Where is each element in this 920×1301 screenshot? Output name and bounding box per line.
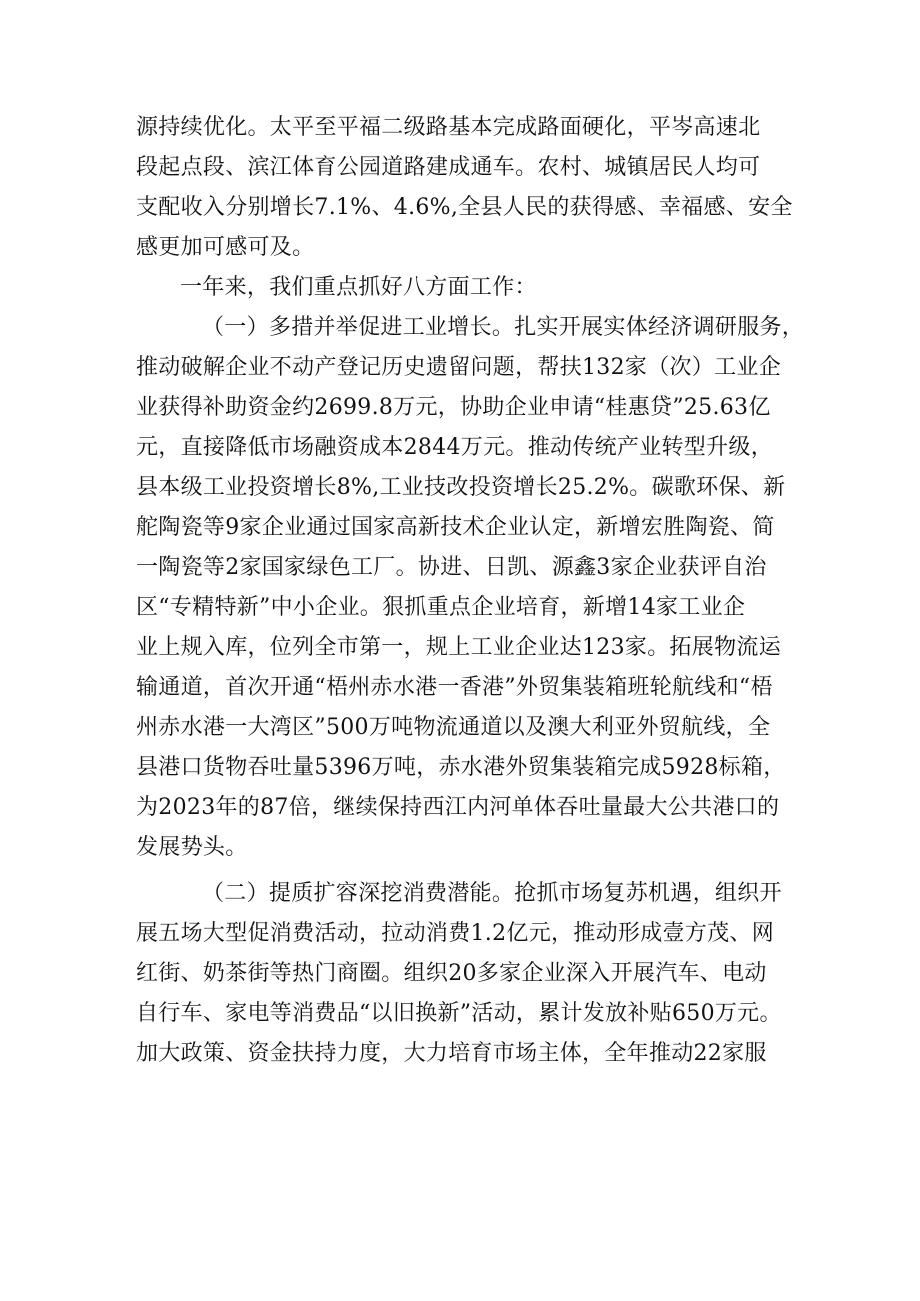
- paragraph-4: [136, 874, 796, 1074]
- text-line: 输通道，首次开通“梧州赤水港一香港”外贸集装箱班轮航线和“梧: [136, 675, 773, 700]
- text-line: 红街、奶茶街等热门商圈。组织20多家企业深入开展汽车、电动: [136, 961, 767, 986]
- text-line: 舵陶瓷等9家企业通过国家高新技术企业认定，新增宏胜陶瓷、简: [136, 515, 775, 540]
- text-line: 源持续优化。太平至平福二级路基本完成路面硬化，平岑高速北: [136, 115, 761, 140]
- text-line: 加大政策、资金扶持力度，大力培育市场主体，全年推动22家服: [136, 1041, 767, 1066]
- text-line: 段起点段、滨江体育公园道路建成通车。农村、城镇居民人均可: [136, 155, 761, 180]
- text-line: 支配收入分别增长7.1%、4.6%,全县人民的获得感、幸福感、安全: [136, 195, 793, 220]
- text-line: （一）多措并举促进工业增长。扎实开展实体经济调研服务，: [202, 315, 805, 340]
- text-line: 一陶瓷等2家国家绿色工厂。协进、日凯、源鑫3家企业获评自治: [136, 555, 767, 580]
- text-line: 一年来，我们重点抓好八方面工作：: [180, 275, 537, 300]
- text-line: 展五场大型促消费活动，拉动消费1.2亿元，推动形成壹方茂、网: [136, 921, 774, 946]
- text-line: 区“专精特新”中小企业。狠抓重点企业培育，新增14家工业企: [136, 595, 746, 620]
- text-line: 业上规入库，位列全市第一，规上工业企业达123家。拓展物流运: [136, 635, 781, 660]
- text-line: 为2023年的87倍，继续保持西江内河单体吞吐量最大公共港口的: [136, 795, 780, 820]
- text-line: 感更加可感可及。: [136, 235, 315, 260]
- paragraph-2: [136, 268, 796, 308]
- text-line: 自行车、家电等消费品“以旧换新”活动，累计发放补贴650万元。: [136, 1001, 782, 1026]
- text-line: 元，直接降低市场融资成本2844万元。推动传统产业转型升级，: [136, 435, 773, 460]
- text-line: 州赤水港一大湾区”500万吨物流通道以及澳大利亚外贸航线，全: [136, 715, 771, 740]
- text-line: 发展势头。: [136, 835, 248, 860]
- document-body: [136, 108, 805, 1074]
- paragraph-3: [136, 308, 805, 868]
- text-line: 县本级工业投资增长8%,工业技改投资增长25.2%。碳歌环保、新: [136, 475, 786, 500]
- paragraph-1: [136, 108, 796, 268]
- text-line: 业获得补助资金约2699.8万元，协助企业申请“桂惠贷”25.63亿: [136, 395, 771, 420]
- text-line: 推动破解企业不动产登记历史遗留问题，帮扶132家（次）工业企: [136, 355, 781, 380]
- text-line: 县港口货物吞吐量5396万吨，赤水港外贸集装箱完成5928标箱，: [136, 755, 786, 780]
- text-line: （二）提质扩容深挖消费潜能。抢抓市场复苏机遇，组织开: [202, 881, 782, 906]
